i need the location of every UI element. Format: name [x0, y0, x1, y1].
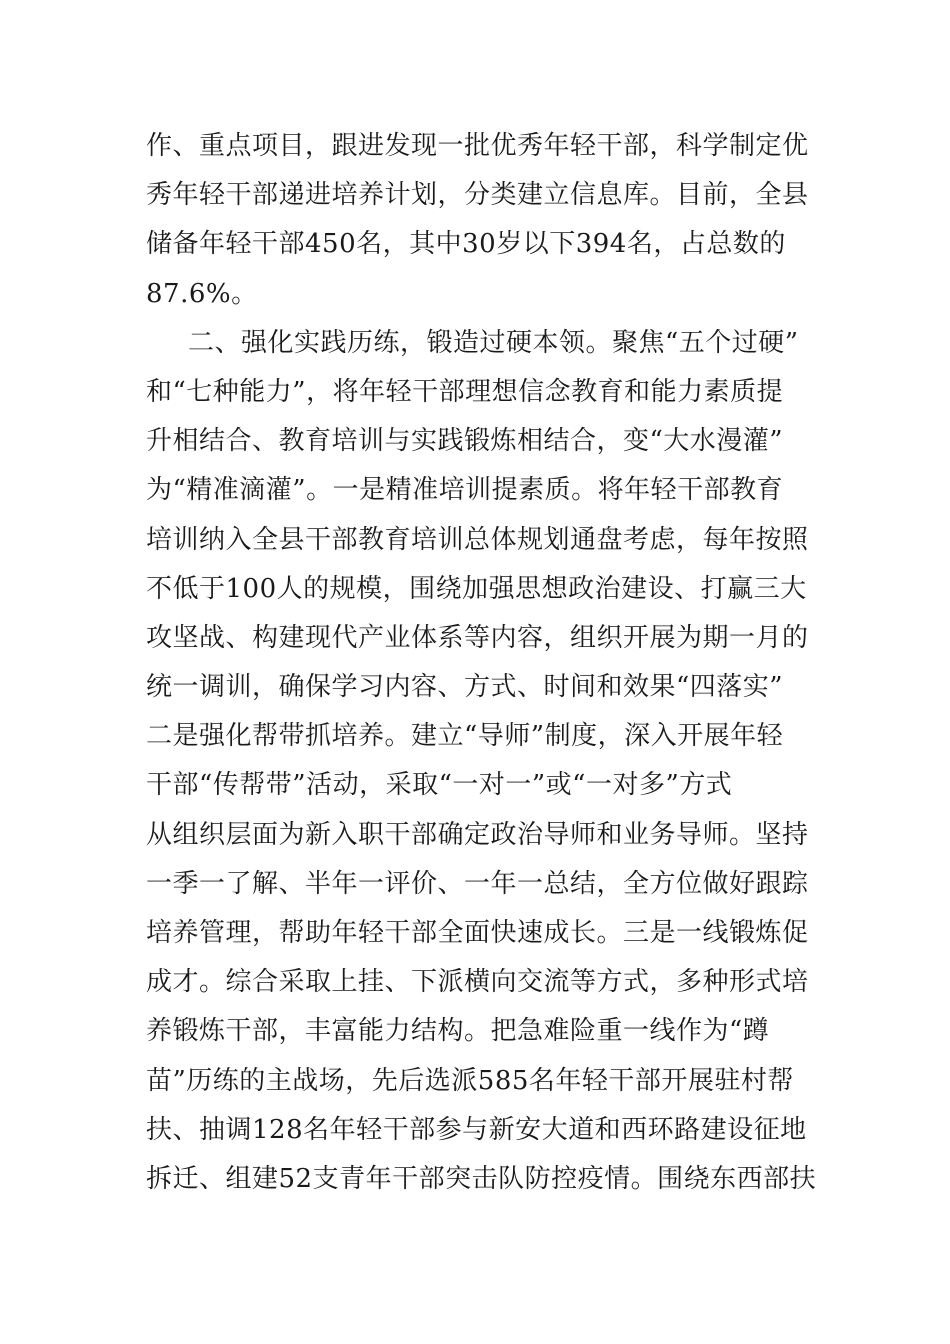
- text-line: 培训纳入全县干部教育培训总体规划通盘考虑，每年按照: [146, 524, 809, 555]
- text-line: 苗”历练的主战场，先后选派585名年轻干部开展驻村帮: [146, 1065, 794, 1096]
- text-line: 干部“传帮带”活动，采取“一对一”或“一对多”方式: [146, 770, 733, 801]
- text-line: 升相结合、教育培训与实践锻炼相结合，变“大水漫灌”: [146, 426, 784, 457]
- text-line: 不低于100人的规模，围绕加强思想政治建设、打赢三大: [146, 573, 807, 604]
- text-line: 统一调训，确保学习内容、方式、时间和效果“四落实”: [146, 672, 784, 703]
- text-line: 从组织层面为新入职干部确定政治导师和业务导师。坚持: [146, 819, 809, 850]
- text-line: 储备年轻干部450名，其中30岁以下394名，占总数的: [146, 229, 786, 260]
- text-line: 一季一了解、半年一评价、一年一总结，全方位做好跟踪: [146, 868, 809, 899]
- text-line: 和“七种能力”，将年轻干部理想信念教育和能力素质提: [146, 376, 784, 407]
- text-line: 秀年轻干部递进培养计划，分类建立信息库。目前，全县: [146, 180, 809, 211]
- text-line: 拆迁、组建52支青年干部突击队防控疫情。围绕东西部扶: [146, 1163, 817, 1194]
- section-heading-line: 二、强化实践历练，锻造过硬本领。聚焦“五个过硬”: [188, 327, 799, 358]
- document-body: [146, 122, 816, 1204]
- text-line: 攻坚战、构建现代产业体系等内容，组织开展为期一月的: [146, 622, 809, 653]
- text-line: 培养管理，帮助年轻干部全面快速成长。三是一线锻炼促: [146, 918, 809, 948]
- text-line: 养锻炼干部，丰富能力结构。把急难险重一线作为“蹲: [146, 1016, 770, 1047]
- text-line: 87.6%。: [146, 278, 258, 309]
- text-line: 为“精准滴灌”。一是精准培训提素质。将年轻干部教育: [146, 475, 784, 506]
- text-line: 作、重点项目，跟进发现一批优秀年轻干部，科学制定优: [146, 131, 809, 161]
- text-line: 二是强化帮带抓培养。建立“导师”制度，深入开展年轻: [146, 721, 784, 752]
- text-line: 扶、抽调128名年轻干部参与新安大道和西环路建设征地: [146, 1114, 807, 1145]
- text-line: 成才。综合采取上挂、下派横向交流等方式，多种形式培: [146, 967, 809, 998]
